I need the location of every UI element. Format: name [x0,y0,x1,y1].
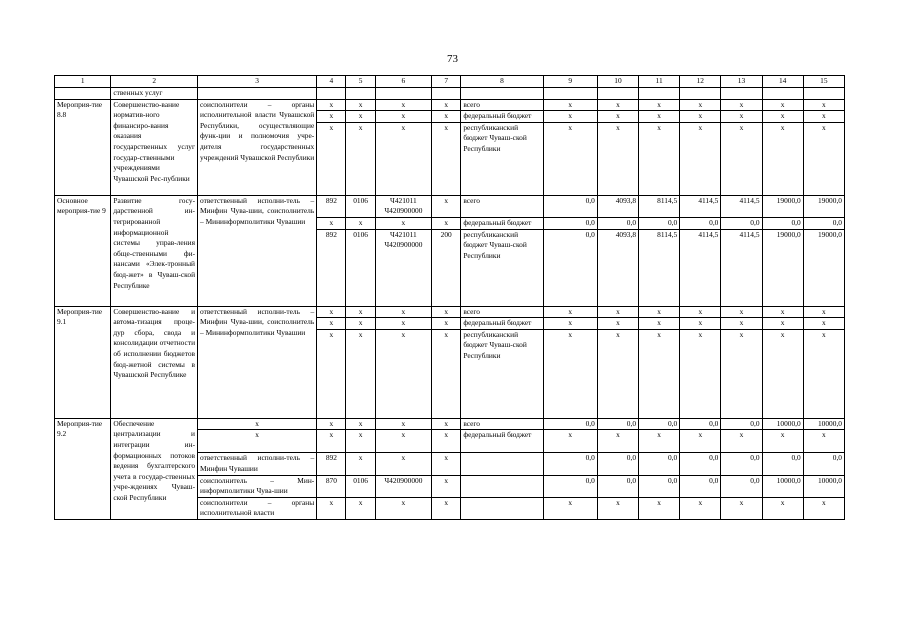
target-article: Ч421011 Ч420900000 [375,229,431,306]
value-cell: x [680,497,721,519]
value-cell: x [762,306,803,318]
value-cell: x [639,329,680,418]
expense-type: x [432,475,461,497]
value-cell: 0,0 [597,418,638,430]
column-header: 5 [346,76,375,88]
value-cell: x [680,99,721,111]
column-header: 9 [543,76,597,88]
value-cell: x [762,111,803,123]
value-cell: 4114,5 [721,229,762,306]
section-code: 0106 [346,475,375,497]
target-article: x [375,306,431,318]
gov-code: 892 [317,229,346,306]
cell-empty [346,88,375,100]
expense-type: x [432,111,461,123]
value-cell: 19000,0 [762,229,803,306]
value-cell: x [680,329,721,418]
cell-empty [680,88,721,100]
table-row [55,99,845,111]
executor-cell: x [198,430,317,453]
section-code: x [346,217,375,229]
value-cell: x [680,430,721,453]
value-cell: 0,0 [543,453,597,475]
gov-code: x [317,430,346,453]
value-cell: 0,0 [597,453,638,475]
cell-empty [375,88,431,100]
value-cell: x [803,497,844,519]
column-header: 2 [111,76,198,88]
section-code: x [346,430,375,453]
expense-type: x [432,497,461,519]
value-cell: x [543,99,597,111]
value-cell: 0,0 [680,418,721,430]
value-cell: 10000,0 [762,418,803,430]
value-cell: 0,0 [680,217,721,229]
executor-cell: x [198,418,317,430]
value-cell: 0,0 [762,217,803,229]
column-header: 6 [375,76,431,88]
value-cell: x [762,122,803,195]
value-cell: x [762,497,803,519]
value-cell: x [639,306,680,318]
value-cell: x [639,122,680,195]
funding-source: федеральный бюджет [461,430,543,453]
section-code: x [346,497,375,519]
cell-empty [762,88,803,100]
expense-type: x [432,217,461,229]
value-cell: 0,0 [543,195,597,217]
cell-empty [721,88,762,100]
column-header: 13 [721,76,762,88]
cell-empty [198,88,317,100]
gov-code: x [317,329,346,418]
continuation-row [55,88,845,100]
value-cell: x [680,111,721,123]
value-cell: x [639,99,680,111]
funding-source: республиканский бюджет Чуваш-ской Республики [461,229,543,306]
expense-type: x [432,329,461,418]
value-cell: x [680,306,721,318]
value-cell: 4093,8 [597,229,638,306]
executor-cell: ответственный исполни-тель – Минфин Чувашии [198,453,317,475]
section-code: x [346,306,375,318]
value-cell: 19000,0 [762,195,803,217]
activity-name: Совершенство-вание норматив-ного финансиро-вания оказания государственных услуг государ-ственными учреждениями Чувашской Рес-публики [111,99,198,195]
section-code: x [346,99,375,111]
expense-type: x [432,195,461,217]
table-row [55,195,845,217]
value-cell: 0,0 [762,453,803,475]
value-cell: x [721,318,762,330]
value-cell: 0,0 [543,217,597,229]
value-cell: 0,0 [639,217,680,229]
gov-code: 892 [317,195,346,217]
target-article: x [375,453,431,475]
gov-code: 892 [317,453,346,475]
column-header: 8 [461,76,543,88]
value-cell: 0,0 [639,475,680,497]
value-cell: 0,0 [597,217,638,229]
cell-empty [432,88,461,100]
executor-cell: соисполнители – органы исполнительной власти [198,497,317,519]
funding-source: всего [461,195,543,217]
section-code: x [346,329,375,418]
expense-type: x [432,418,461,430]
expense-type: 200 [432,229,461,306]
value-cell: x [721,497,762,519]
value-cell: x [762,318,803,330]
value-cell: x [803,122,844,195]
section-code: x [346,318,375,330]
column-header: 4 [317,76,346,88]
value-cell: x [543,111,597,123]
value-cell: 0,0 [543,475,597,497]
gov-code: x [317,99,346,111]
gov-code: 870 [317,475,346,497]
funding-source [461,453,543,475]
gov-code: x [317,306,346,318]
target-article: x [375,418,431,430]
expense-type: x [432,430,461,453]
funding-source: всего [461,99,543,111]
value-cell: x [597,497,638,519]
column-header: 3 [198,76,317,88]
value-cell: 10000,0 [803,418,844,430]
value-cell: x [639,318,680,330]
column-number-row [55,76,845,88]
value-cell: x [803,306,844,318]
value-cell: x [597,318,638,330]
value-cell: x [680,318,721,330]
value-cell: x [721,430,762,453]
activity-code: Мероприя-тие 9.2 [55,418,111,519]
cell-empty [597,88,638,100]
value-cell: 8114,5 [639,229,680,306]
value-cell: x [803,111,844,123]
table-row [55,418,845,430]
funding-source: федеральный бюджет [461,318,543,330]
value-cell: x [543,306,597,318]
value-cell: x [762,329,803,418]
value-cell: 0,0 [721,475,762,497]
funding-source [461,475,543,497]
value-cell: 4114,5 [680,229,721,306]
table-row [55,306,845,318]
value-cell: 4114,5 [721,195,762,217]
gov-code: x [317,418,346,430]
value-cell: x [803,99,844,111]
gov-code: x [317,318,346,330]
value-cell: x [543,329,597,418]
value-cell: x [597,306,638,318]
value-cell: 8114,5 [639,195,680,217]
gov-code: x [317,217,346,229]
activity-code: Мероприя-тие 8.8 [55,99,111,195]
gov-code: x [317,122,346,195]
cell-empty [803,88,844,100]
value-cell: 10000,0 [762,475,803,497]
section-code: x [346,122,375,195]
funding-source: федеральный бюджет [461,217,543,229]
activity-name: Развитие госу-дарственной ин-тегрированной информационной системы управ-ления обще-ственными фи-нансами «Элек-тронный бюд-жет» в Чуваш-ской Республике [111,195,198,306]
value-cell: 0,0 [721,418,762,430]
value-cell: 4093,8 [597,195,638,217]
value-cell: x [597,122,638,195]
column-header: 11 [639,76,680,88]
value-cell: 0,0 [803,453,844,475]
value-cell: 0,0 [543,229,597,306]
target-article: x [375,122,431,195]
target-article: x [375,329,431,418]
target-article: x [375,99,431,111]
value-cell: 0,0 [543,418,597,430]
value-cell: x [597,329,638,418]
cell-empty [461,88,543,100]
value-cell: 10000,0 [803,475,844,497]
value-cell: x [721,329,762,418]
value-cell: x [721,306,762,318]
value-cell: x [803,318,844,330]
value-cell: x [680,122,721,195]
target-article: x [375,111,431,123]
value-cell: x [543,122,597,195]
value-cell: 0,0 [639,453,680,475]
section-code: x [346,111,375,123]
cell-empty [639,88,680,100]
column-header: 1 [55,76,111,88]
value-cell: 19000,0 [803,229,844,306]
funding-source: всего [461,306,543,318]
expense-type: x [432,122,461,195]
executor-cell: соисполнитель – Мин-информполитики Чува-шии [198,475,317,497]
cell-empty [317,88,346,100]
column-header: 7 [432,76,461,88]
target-article: x [375,318,431,330]
target-article: x [375,217,431,229]
section-code: 0106 [346,195,375,217]
value-cell: x [543,497,597,519]
value-cell: x [597,99,638,111]
section-code: 0106 [346,229,375,306]
expense-type: x [432,318,461,330]
target-article: x [375,497,431,519]
page-number: 73 [447,53,458,65]
column-header: 12 [680,76,721,88]
budget-table [54,75,845,520]
value-cell: x [721,99,762,111]
value-cell: x [803,430,844,453]
funding-source: республиканский бюджет Чуваш-ской Республики [461,122,543,195]
value-cell: 0,0 [721,217,762,229]
executor-cell: ответственный исполни-тель – Минфин Чува-шии, соисполнитель – Мининформполитики Чувашии [198,195,317,306]
funding-source: федеральный бюджет [461,111,543,123]
value-cell: x [597,111,638,123]
executor-cell: соисполнители – органы исполнительной власти Чувашской Республики, осуществляющие функ-ции и полномочия учре-дителя государственных учреждений Чувашской Республики [198,99,317,195]
column-header: 10 [597,76,638,88]
value-cell: 0,0 [721,453,762,475]
value-cell: x [639,497,680,519]
value-cell: x [597,430,638,453]
gov-code: x [317,111,346,123]
value-cell: 0,0 [803,217,844,229]
section-code: x [346,418,375,430]
value-cell: 0,0 [597,475,638,497]
activity-code: Основное мероприя-тие 9 [55,195,111,306]
activity-name: Совершенство-вание и автома-тизация проце-дур сбора, свода и консолидации отчетности об исполнении бюджетов бюд-жетной системы в Чувашской Республике [111,306,198,418]
target-article: Ч420900000 [375,475,431,497]
value-cell: 0,0 [680,475,721,497]
value-cell: x [543,430,597,453]
section-code: x [346,453,375,475]
value-cell: x [803,329,844,418]
value-cell: 4114,5 [680,195,721,217]
target-article: x [375,430,431,453]
funding-source: республиканский бюджет Чуваш-ской Республики [461,329,543,418]
value-cell: x [762,99,803,111]
value-cell: 0,0 [639,418,680,430]
cell-empty [55,88,111,100]
gov-code: x [317,497,346,519]
activity-name: Обеспечение централизации и интеграции ин-формационных потоков ведения бухгалтерского учета в государ-ственных учре-ждениях Чуваш-ской Республики [111,418,198,519]
funding-source: всего [461,418,543,430]
value-cell: x [639,430,680,453]
executor-cell: ответственный исполни-тель – Минфин Чува-шии, соисполнитель – Мининформполитики Чувашии [198,306,317,418]
value-cell: x [762,430,803,453]
activity-code: Мероприя-тие 9.1 [55,306,111,418]
target-article: Ч421011 Ч420900000 [375,195,431,217]
value-cell: 0,0 [680,453,721,475]
value-cell: x [721,122,762,195]
expense-type: x [432,453,461,475]
funding-source [461,497,543,519]
value-cell: 19000,0 [803,195,844,217]
continuation-text: ственных услуг [111,88,198,100]
column-header: 14 [762,76,803,88]
cell-empty [543,88,597,100]
expense-type: x [432,306,461,318]
expense-type: x [432,99,461,111]
column-header: 15 [803,76,844,88]
value-cell: x [721,111,762,123]
value-cell: x [639,111,680,123]
value-cell: x [543,318,597,330]
